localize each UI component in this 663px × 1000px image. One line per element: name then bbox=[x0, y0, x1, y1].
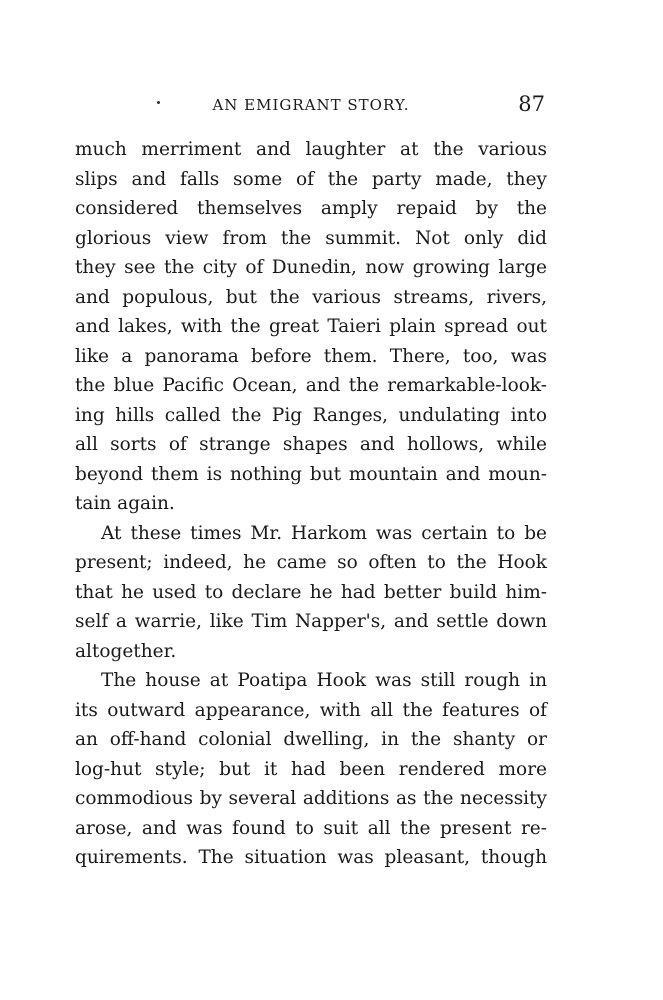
text-line: and populous, but the various streams, rivers, bbox=[75, 286, 547, 308]
paragraph-1 bbox=[75, 135, 547, 519]
text-line: like a panorama before them. There, too, was bbox=[75, 345, 547, 367]
text-line: glorious view from the summit. Not only did bbox=[75, 227, 547, 249]
text-line: considered themselves amply repaid by the bbox=[75, 198, 547, 219]
text-line: slips and falls some of the party made, they bbox=[75, 168, 547, 190]
text-line: ing hills called the Pig Ranges, undulating into bbox=[75, 404, 547, 426]
text-line: all sorts of strange shapes and hollows, while bbox=[75, 434, 547, 455]
text-line: self a warrie, like Tim Napper's, and settle down bbox=[75, 611, 547, 632]
text-line: arose, and was found to suit all the present re- bbox=[75, 817, 547, 839]
text-line: tain again. bbox=[75, 493, 175, 514]
text-line: present; indeed, he came so often to the Hook bbox=[75, 552, 547, 573]
text-line: much merriment and laughter at the various bbox=[75, 139, 547, 160]
page-number: 87 bbox=[518, 92, 545, 116]
paragraph-2 bbox=[75, 519, 547, 667]
text-line: The house at Poatipa Hook was still rough in bbox=[101, 670, 547, 691]
running-title: AN EMIGRANT STORY. bbox=[212, 96, 410, 114]
text-line: altogether. bbox=[75, 640, 177, 662]
page-header bbox=[75, 92, 547, 122]
text-line: log-hut style; but it had been rendered more bbox=[75, 758, 547, 780]
text-line: commodious by several additions as the necessity bbox=[75, 788, 547, 809]
text-line: that he used to declare he had better build him- bbox=[75, 581, 547, 603]
paragraph-3 bbox=[75, 666, 547, 873]
text-line: its outward appearance, with all the features of bbox=[75, 699, 547, 721]
text-line: quirements. The situation was pleasant, though bbox=[75, 847, 547, 868]
text-line: an off-hand colonial dwelling, in the shanty or bbox=[75, 729, 547, 750]
body-text bbox=[75, 135, 547, 873]
text-line: beyond them is nothing but mountain and moun- bbox=[75, 463, 547, 485]
text-line: the blue Pacific Ocean, and the remarkable-look- bbox=[75, 375, 547, 396]
text-line: and lakes, with the great Taieri plain spread out bbox=[75, 316, 547, 337]
text-line: At these times Mr. Harkom was certain to be bbox=[101, 522, 547, 544]
text-line: they see the city of Dunedin, now growing large bbox=[75, 257, 547, 278]
